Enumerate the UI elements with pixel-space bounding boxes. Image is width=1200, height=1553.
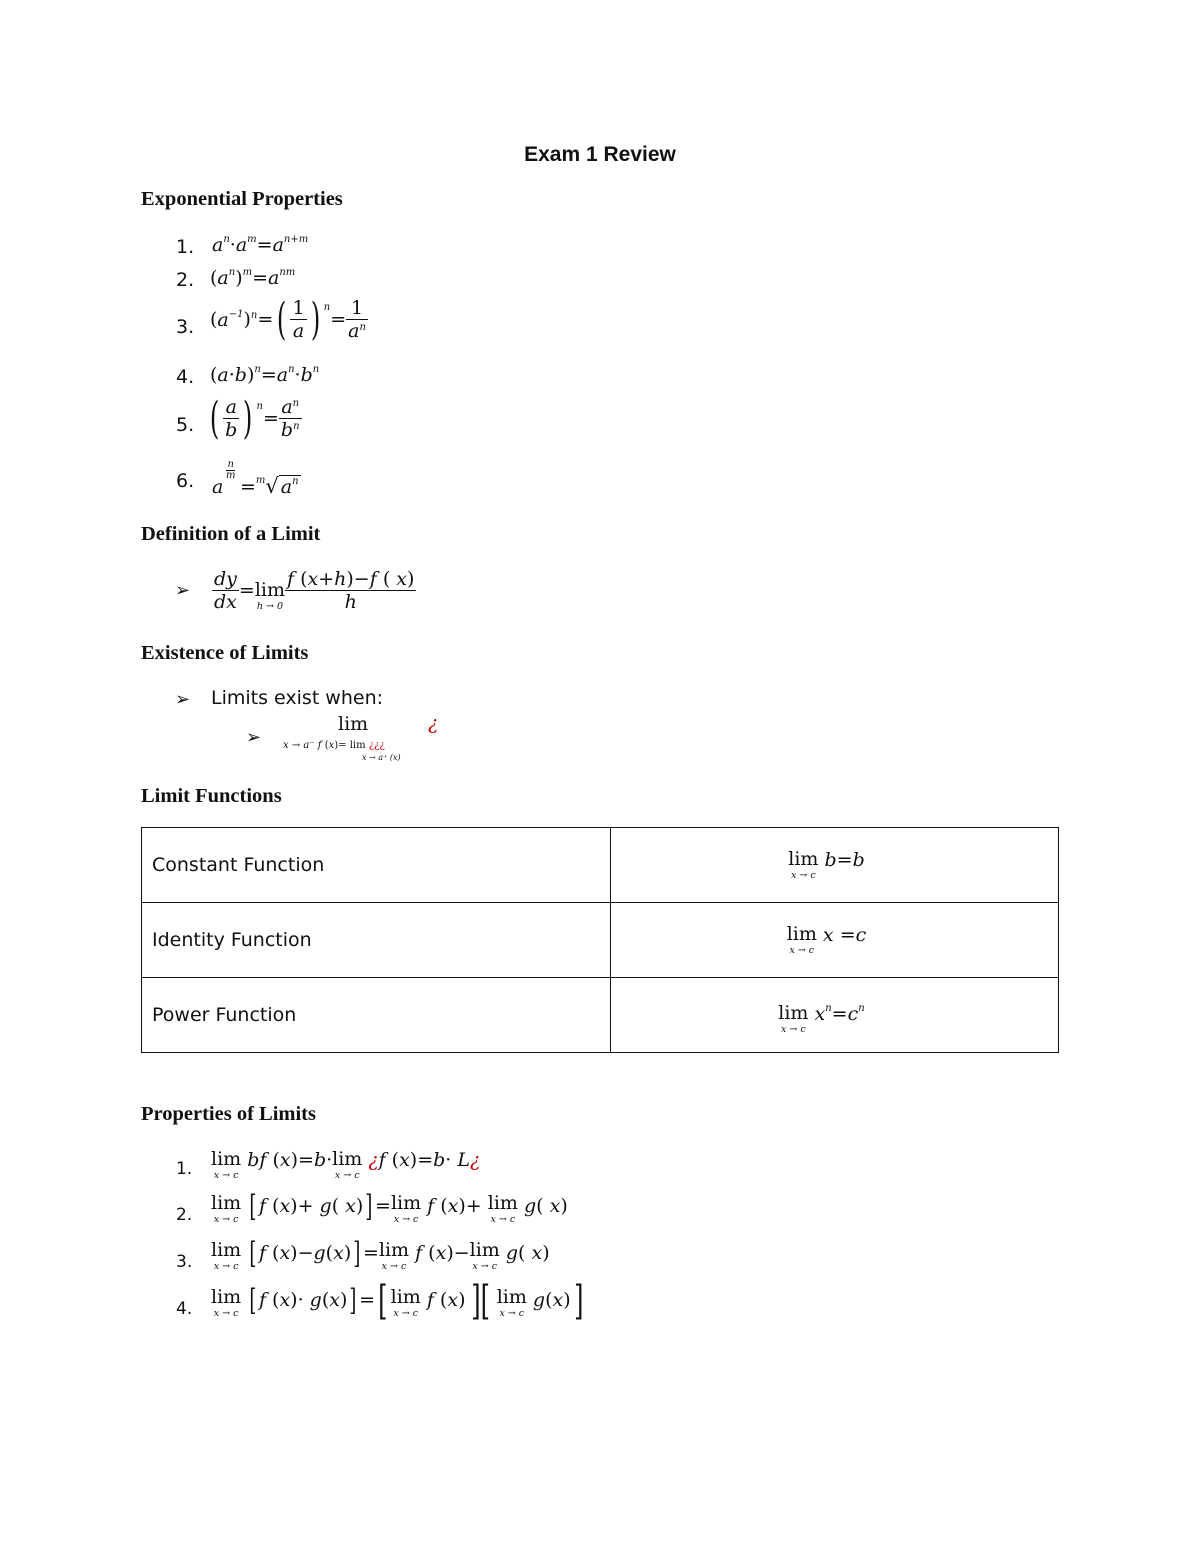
existence-bullet-text: Limits exist when:: [211, 687, 384, 709]
list-number: 1.: [176, 236, 195, 258]
heading-limit-functions: Limit Functions: [141, 785, 282, 807]
row-formula: lim x → c x =c: [611, 903, 1059, 978]
formula-power-rule: $(a^n)^m=a^{nm}$: [210, 267, 296, 289]
list-number: 4.: [176, 366, 195, 388]
formula-derivative-definition: $\frac{dy}{dx}$ =lim h → 0 $\frac{f (x+h)-f ( x)}{h}$: [214, 568, 415, 613]
list-number: 6.: [176, 470, 195, 492]
list-number: 1.: [176, 1159, 193, 1179]
list-number: 2.: [176, 269, 195, 291]
formula-quotient-power: ( $\frac{a}{b}$ ) $^n$= $\frac{a^n}{b^n}$: [209, 392, 300, 444]
arrowhead-bullet-icon: ➢: [246, 727, 262, 748]
row-label: Identity Function: [142, 903, 611, 978]
row-label: Constant Function: [142, 828, 611, 903]
list-number: 5.: [176, 414, 195, 436]
limit-functions-table: [141, 827, 1059, 1053]
list-number: 3.: [176, 1252, 193, 1272]
formula-rational-exponent: a n m =$^m$√ $a^n$: [212, 459, 299, 498]
row-formula: lim x → c b=b: [611, 828, 1059, 903]
arrowhead-bullet-icon: ➢: [175, 580, 191, 601]
formula-difference-rule: lim x → c [ f (x)−g(x)] =lim x → c f (x)−lim x → c g( x): [211, 1236, 550, 1272]
formula-existence-glyph: ¿: [428, 712, 439, 734]
row-formula: lim x → c $x^n=c^n$: [611, 978, 1059, 1053]
table-row: [142, 903, 1059, 978]
heading-properties-of-limits: Properties of Limits: [141, 1103, 316, 1125]
list-number: 3.: [176, 316, 195, 338]
formula-negative-exponent: $(a^{-1})^n=$( $\frac{1}{a}$ ) $^n$= $\frac{1}{a^n}$: [210, 293, 366, 345]
list-number: 2.: [176, 1205, 193, 1225]
heading-exponential-properties: Exponential Properties: [141, 188, 343, 210]
heading-definition-of-limit: Definition of a Limit: [141, 523, 321, 545]
list-number: 4.: [176, 1299, 193, 1319]
formula-product-rule-limits: lim x → c [ f (x)· g(x)] =[ lim x → c f (x) ][ lim x → c g(x)]: [211, 1278, 584, 1324]
table-row: [142, 978, 1059, 1053]
page-title: Exam 1 Review: [524, 143, 676, 166]
formula-existence-sub2: x → a⁺ (x): [362, 753, 401, 762]
arrowhead-bullet-icon: ➢: [175, 689, 191, 710]
table-row: [142, 828, 1059, 903]
formula-product-power: $(a\cdot b)^n=a^n\cdot b^n$: [210, 364, 320, 386]
formula-sum-rule: lim x → c [ f (x)+ g( x)] =lim x → c f (x)+ lim x → c g( x): [211, 1189, 568, 1225]
formula-existence-lim: lim: [338, 713, 369, 735]
row-label: Power Function: [142, 978, 611, 1053]
formula-existence-sub: x → a⁻ f (x)= lim ¿¿¿: [283, 740, 385, 751]
formula-constant-multiple: lim x → c bf (x)=b·lim x → c ¿f (x)=b· L¿: [211, 1148, 481, 1181]
formula-product-rule: $a^n\cdot a^m=a^{n+m}$: [212, 234, 309, 256]
heading-existence-of-limits: Existence of Limits: [141, 642, 309, 664]
